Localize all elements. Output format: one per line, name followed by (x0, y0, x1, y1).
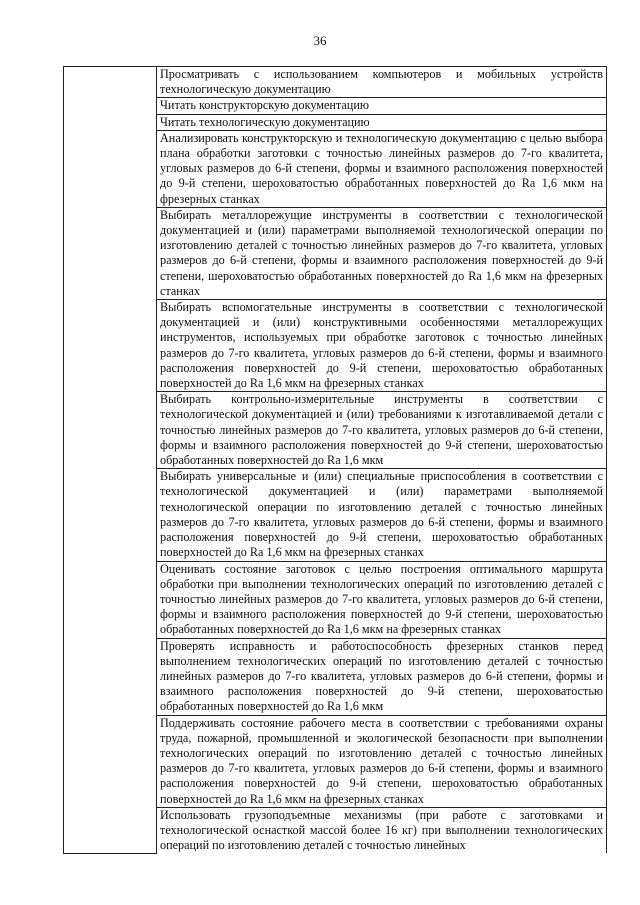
skill-cell (157, 469, 607, 561)
skill-cell (157, 98, 607, 114)
skill-text: Использовать грузоподъемные механизмы (при работе с заготовками и технологической оснасткой массой более 16 кг) при выполнении технологических операций по изготовлению деталей с точностью линейных (160, 807, 603, 853)
skill-text: Выбирать вспомогательные инструменты в соответствии с технологической документацией и (или) конструктивными особенностями металлорежущих инструментов, используемых при обработке заготовок с точностью линейных размеров до 7-го квалитета, угловых размеров до 6-й степени, формы и взаимного расположения поверхностей до 9-й степени, шероховатостью обработанных поверхностей до Ra 1,6 мкм на фрезерных станках (160, 300, 603, 391)
skill-text: Выбирать универсальные и (или) специальные приспособления в соответствии с технологической документацией и (или) параметрами выполняемой технологической операции по изготовлению деталей с точностью линейных размеров до 7-го квалитета, угловых размеров до 6-й степени, формы и взаимного расположения поверхностей до 9-й степени, шероховатостью обработанных поверхностей до Ra 1,6 мкм на фрезерных станках (160, 469, 603, 560)
skill-text: Читать технологическую документацию (160, 114, 370, 129)
skill-text: Просматривать с использованием компьютеров и мобильных устройств технологическую документацию (160, 67, 603, 97)
labor-action-column (64, 67, 157, 854)
skill-text: Оценивать состояние заготовок с целью построения оптимального маршрута обработки при выполнении технологических операций по изготовлению деталей с точностью линейных размеров до 7-го квалитета, угловых размеров до 6-й степени, формы и взаимного расположения поверхностей до 9-й степени, шероховатостью обработанных поверхностей до Ra 1,6 мкм на фрезерных станках (160, 561, 603, 637)
skill-cell (157, 561, 607, 638)
skill-text: Выбирать контрольно-измерительные инструменты в соответствии с технологической документацией и (или) требованиями к изготавливаемой детали с точностью линейных размеров до 7-го квалитета, угловых размеров до 6-й степени, формы и взаимного расположения поверхностей до 9-й степени, шероховатостью обработанных поверхностей до Ra 1,6 мкм (160, 392, 603, 468)
table-row (64, 67, 607, 98)
skill-cell (157, 715, 607, 807)
skill-cell (157, 114, 607, 130)
skill-cell (157, 807, 607, 853)
skill-cell (157, 67, 607, 98)
skill-text: Проверять исправность и работоспособность фрезерных станков перед выполнением технологических операций по изготовлению деталей с точностью линейных размеров до 7-го квалитета, угловых размеров до 6-й степени, формы и взаимного расположения поверхностей до 9-й степени, шероховатостью обработанных поверхностей до Ra 1,6 мкм (160, 638, 603, 714)
skill-cell (157, 638, 607, 715)
skill-cell (157, 300, 607, 392)
skill-cell (157, 130, 607, 207)
skill-cell (157, 392, 607, 469)
skill-cell (157, 207, 607, 299)
skills-table (63, 66, 607, 854)
skill-text: Выбирать металлорежущие инструменты в соответствии с технологической документацией и (или) параметрами выполняемой технологической операции по изготовлению деталей с точностью линейных размеров до 7-го квалитета, угловых размеров до 6-й степени, формы и взаимного расположения поверхностей до 9-й степени, шероховатостью обработанных поверхностей до Ra 1,6 мкм на фрезерных станках (160, 207, 603, 298)
skill-text: Поддерживать состояние рабочего места в соответствии с требованиями охраны труда, пожарной, промышленной и экологической безопасности при выполнении технологических операций по изготовлению деталей с точностью линейных размеров до 7-го квалитета, угловых размеров до 6-й степени, формы и взаимного расположения поверхностей до 9-й степени, шероховатостью обработанных поверхностей до Ra 1,6 мкм на фрезерных станках (160, 715, 603, 806)
skill-text: Анализировать конструкторскую и технологическую документацию с целью выбора плана обработки заготовки с точностью линейных размеров до 7-го квалитета, угловых размеров до 6-й степени, формы и взаимного расположения поверхностей до 9-й степени, шероховатостью обработанных поверхностей до Ra 1,6 мкм на фрезерных станках (160, 130, 603, 206)
page-number: 36 (313, 33, 327, 48)
skill-text: Читать конструкторскую документацию (160, 98, 369, 113)
